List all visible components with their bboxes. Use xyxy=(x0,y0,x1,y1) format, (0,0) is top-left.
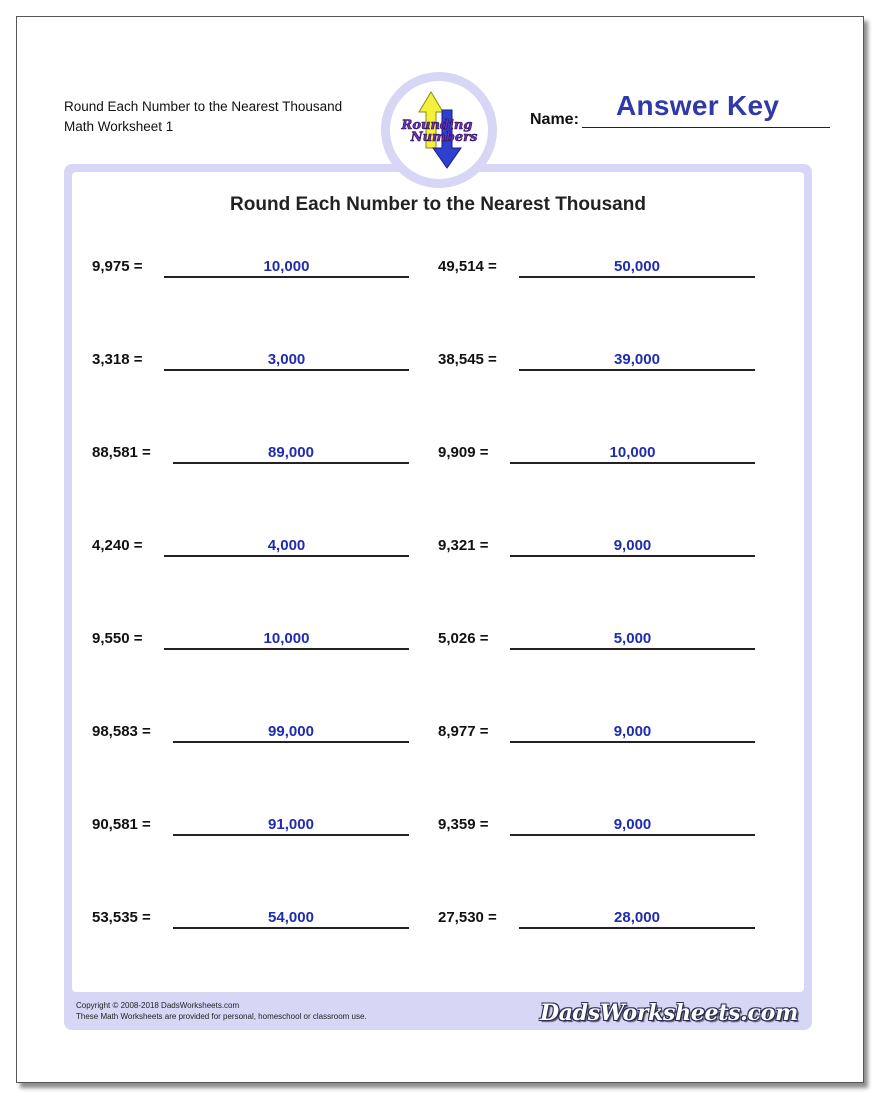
problem-answer: 9,000 xyxy=(613,723,652,740)
problem-answer: 9,000 xyxy=(613,537,652,554)
answer-line xyxy=(173,462,409,464)
dadsworksheets-logo: DadsWorksheets.com xyxy=(539,1000,798,1026)
problem-question: 49,514 = xyxy=(438,258,497,275)
problem-answer: 4,000 xyxy=(267,537,306,554)
answer-line xyxy=(164,276,409,278)
answer-key-label: Answer Key xyxy=(616,90,780,121)
problem-question: 98,583 = xyxy=(92,723,151,740)
problem-answer: 10,000 xyxy=(263,258,310,275)
usage-notice: These Math Worksheets are provided for personal, homeschool or classroom use. xyxy=(76,1012,367,1021)
problem-question: 38,545 = xyxy=(438,351,497,368)
answer-line xyxy=(510,462,755,464)
answer-line xyxy=(519,369,755,371)
copyright-text: Copyright © 2008-2018 DadsWorksheets.com xyxy=(76,1001,240,1010)
problem-question: 9,975 = xyxy=(92,258,143,275)
name-label: Name: xyxy=(530,111,579,128)
header-title-line1: Round Each Number to the Nearest Thousand xyxy=(64,99,343,114)
worksheet-frame xyxy=(64,164,812,1030)
problem-question: 4,240 = xyxy=(92,537,143,554)
sheet-title: Round Each Number to the Nearest Thousand xyxy=(230,194,646,215)
problem-question: 9,321 = xyxy=(438,537,489,554)
answer-line xyxy=(164,555,409,557)
copyright-notice xyxy=(76,1000,367,1022)
answer-line xyxy=(510,555,755,557)
problem-answer: 10,000 xyxy=(609,444,656,461)
problem-answer: 89,000 xyxy=(268,444,314,461)
problem-question: 9,909 = xyxy=(438,444,489,461)
answer-line xyxy=(164,369,409,371)
answer-line xyxy=(519,276,755,278)
arrows-icon xyxy=(381,72,497,188)
problem-question: 88,581 = xyxy=(92,444,151,461)
answer-line xyxy=(510,648,755,650)
problem-answer: 99,000 xyxy=(268,723,314,740)
problem-question: 9,359 = xyxy=(438,816,489,833)
problem-answer: 3,000 xyxy=(267,351,306,368)
problem-answer: 10,000 xyxy=(263,630,310,647)
problems-area xyxy=(72,172,804,992)
problem-question: 5,026 = xyxy=(438,630,489,647)
header-title xyxy=(64,97,342,137)
name-field-line xyxy=(582,127,830,128)
problem-question: 53,535 = xyxy=(92,909,151,926)
answer-line xyxy=(173,927,409,929)
problem-question: 90,581 = xyxy=(92,816,151,833)
logo-text-bottom: Numbers xyxy=(410,130,478,145)
problem-answer: 50,000 xyxy=(614,258,660,275)
answer-line xyxy=(173,834,409,836)
header-title-line2: Math Worksheet 1 xyxy=(64,119,174,134)
problem-question: 3,318 = xyxy=(92,351,143,368)
problem-answer: 5,000 xyxy=(613,630,652,647)
problem-answer: 91,000 xyxy=(268,816,314,833)
problem-question: 8,977 = xyxy=(438,723,489,740)
problem-answer: 39,000 xyxy=(614,351,660,368)
logo-text-top: Rounding xyxy=(401,118,473,133)
rounding-numbers-logo xyxy=(381,72,497,188)
problem-question: 27,530 = xyxy=(438,909,497,926)
answer-line xyxy=(510,834,755,836)
answer-line xyxy=(173,741,409,743)
answer-line xyxy=(510,741,755,743)
problem-answer: 9,000 xyxy=(613,816,652,833)
answer-line xyxy=(519,927,755,929)
problem-question: 9,550 = xyxy=(92,630,143,647)
problem-answer: 54,000 xyxy=(268,909,314,926)
answer-line xyxy=(164,648,409,650)
problem-answer: 28,000 xyxy=(614,909,660,926)
